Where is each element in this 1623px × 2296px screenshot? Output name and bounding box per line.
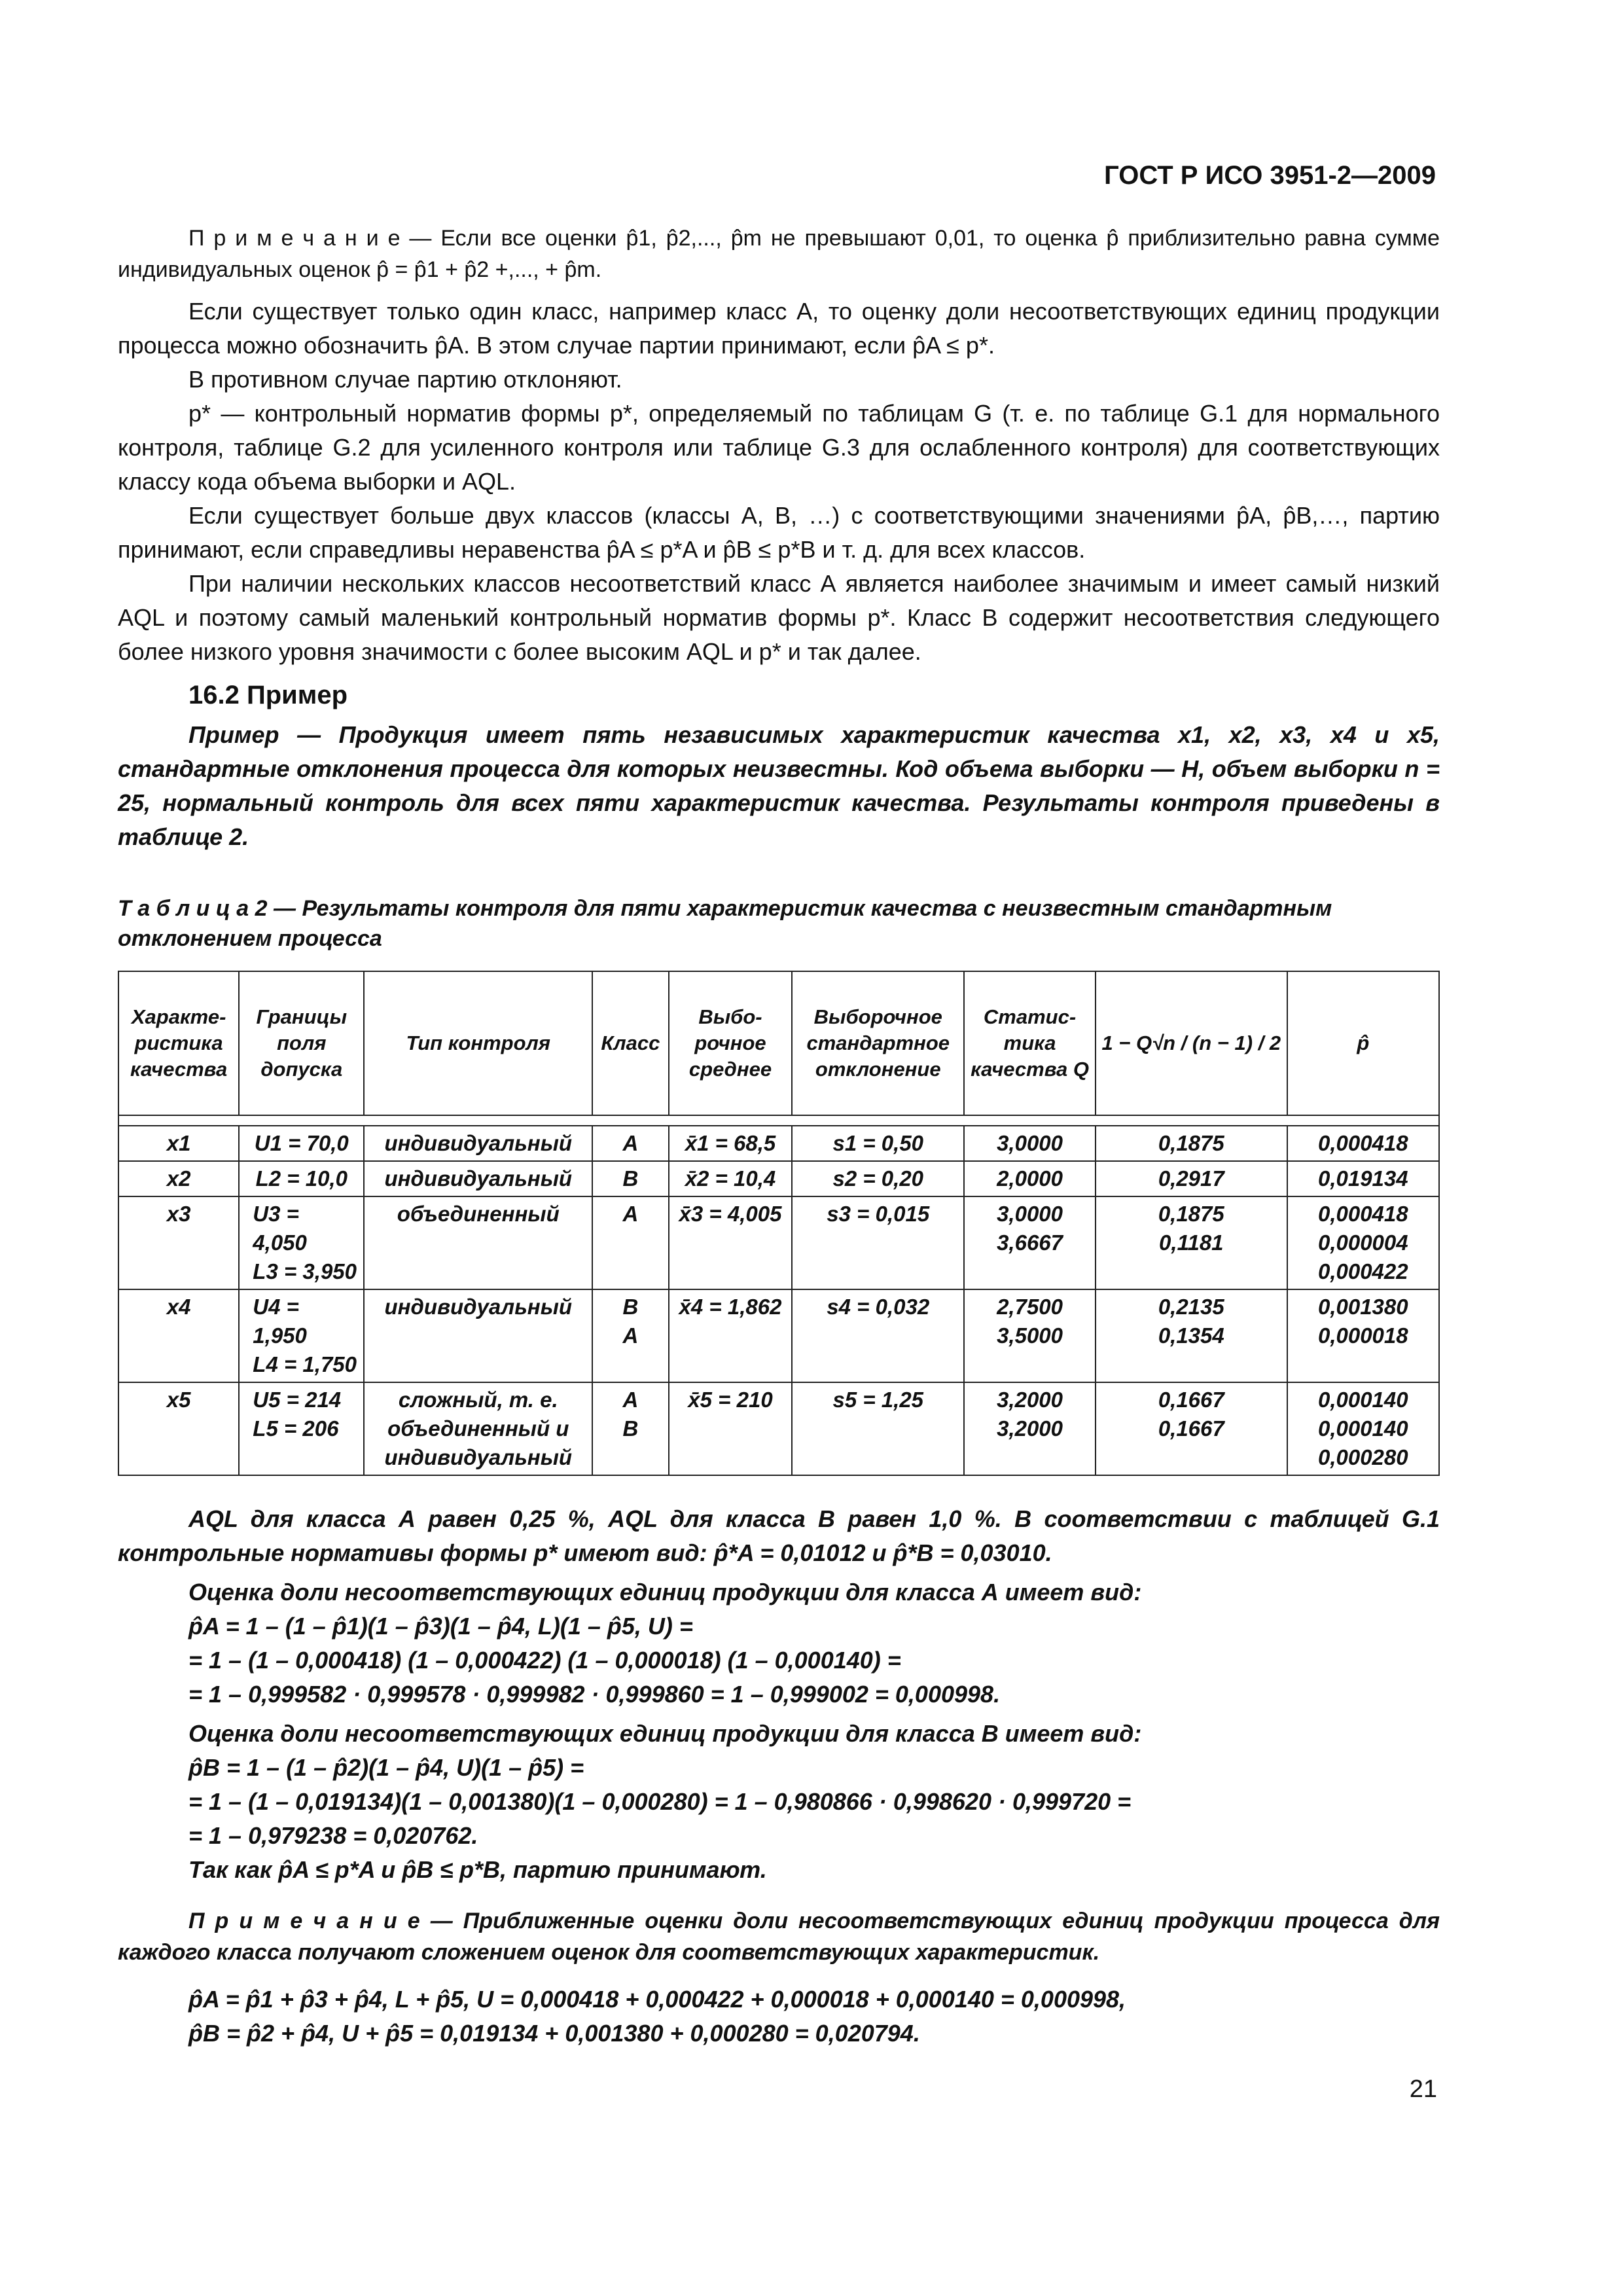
cell-q: 2,0000: [964, 1161, 1096, 1196]
cell-type: индивидуальный: [364, 1126, 592, 1161]
cell-char: x1: [118, 1126, 239, 1161]
cell-limits: U3 = 4,050 L3 = 3,950: [239, 1196, 364, 1289]
table-row: [118, 1161, 1439, 1196]
cell-mean: x̄1 = 68,5: [669, 1126, 793, 1161]
cell-q: 3,0000: [964, 1126, 1096, 1161]
cell-p: 0,000418 0,000004 0,000422: [1287, 1196, 1439, 1289]
cell-q: 2,7500 3,5000: [964, 1289, 1096, 1382]
paragraph-2: В противном случае партию отклоняют.: [188, 366, 622, 393]
document-code: ГОСТ Р ИСО 3951-2—2009: [1104, 161, 1436, 190]
table-row: [118, 1382, 1439, 1475]
col-header-control-type: Тип контроля: [364, 971, 592, 1115]
cell-class: B A: [592, 1289, 668, 1382]
cell-b: 0,2135 0,1354: [1096, 1289, 1287, 1382]
formula-a-2: = 1 – (1 – 0,000418) (1 – 0,000422) (1 – 0,000018) (1 – 0,000140) =: [188, 1647, 901, 1674]
class-a-heading: Оценка доли несоответствующих единиц продукции для класса А имеет вид:: [188, 1579, 1142, 1605]
cell-b: 0,1875: [1096, 1126, 1287, 1161]
class-b-heading: Оценка доли несоответствующих единиц продукции для класса В имеет вид:: [188, 1720, 1142, 1747]
page-content: [118, 223, 1440, 2051]
formula-a-3: = 1 – 0,999582 · 0,999578 · 0,999982 · 0,999860 = 1 – 0,999002 = 0,000998.: [188, 1681, 1001, 1708]
cell-char: x3: [118, 1196, 239, 1289]
col-header-b: 1 − Q√n / (n − 1) / 2: [1096, 971, 1287, 1115]
cell-b: 0,1667 0,1667: [1096, 1382, 1287, 1475]
cell-class: A B: [592, 1382, 668, 1475]
cell-class: A: [592, 1126, 668, 1161]
cell-type: объединенный: [364, 1196, 592, 1289]
cell-mean: x̄5 = 210: [669, 1382, 793, 1475]
cell-limits: U1 = 70,0: [239, 1126, 364, 1161]
paragraph-4: Если существует больше двух классов (классы А, В, …) с соответствующими значениями p̂A, p̂B,…, партию принимают, если справедливы неравенства p̂A ≤ p*A и p̂B ≤ p*B и т. д. для всех классов.: [118, 502, 1440, 563]
cell-mean: x̄4 = 1,862: [669, 1289, 793, 1382]
cell-b: 0,1875 0,1181: [1096, 1196, 1287, 1289]
cell-b: 0,2917: [1096, 1161, 1287, 1196]
cell-sd: s1 = 0,50: [792, 1126, 964, 1161]
cell-p: 0,000418: [1287, 1126, 1439, 1161]
spacer-cell: [118, 1115, 1439, 1126]
col-header-limits: Границы поля допуска: [239, 971, 364, 1115]
cell-class: B: [592, 1161, 668, 1196]
cell-q: 3,0000 3,6667: [964, 1196, 1096, 1289]
paragraph-3: p* — контрольный норматив формы p*, определяемый по таблицам G (т. е. по таблице G.1 для нормального контроля, таблице G.2 для усиленного контроля или таблице G.3 для ослабленного контроля) для соответствующих классу кода объема выборки и AQL.: [118, 400, 1440, 495]
col-header-sd: Выборочное стандартное отклонение: [792, 971, 964, 1115]
formula-b-1: p̂B = 1 – (1 – p̂2)(1 – p̂4, U)(1 – p̂5) =: [188, 1754, 584, 1781]
section-title: 16.2 Пример: [188, 681, 348, 709]
cell-type: сложный, т. е. объединенный и индивидуальный: [364, 1382, 592, 1475]
formula-a-1: p̂A = 1 – (1 – p̂1)(1 – p̂3)(1 – p̂4, L)(1 – p̂5, U) =: [188, 1613, 693, 1640]
table-row: [118, 1196, 1439, 1289]
cell-mean: x̄2 = 10,4: [669, 1161, 793, 1196]
paragraph-1: Если существует только один класс, например класс А, то оценку доли несоответствующих единиц продукции процесса можно обозначить p̂A. В этом случае партии принимают, если p̂A ≤ p*.: [118, 298, 1440, 359]
table-caption: Т а б л и ц а 2 — Результаты контроля для пяти характеристик качества с неизвестным стандартным отклонением процесса: [118, 896, 1332, 951]
results-table: [118, 971, 1440, 1476]
cell-sd: s4 = 0,032: [792, 1289, 964, 1382]
formula-b-3: = 1 – 0,979238 = 0,020762.: [188, 1822, 478, 1849]
cell-sd: s2 = 0,20: [792, 1161, 964, 1196]
formula-approx-a: p̂A = p̂1 + p̂3 + p̂4, L + p̂5, U = 0,000418 + 0,000422 + 0,000018 + 0,000140 = 0,000998,: [188, 1986, 1126, 2013]
cell-limits: U5 = 214 L5 = 206: [239, 1382, 364, 1475]
cell-q: 3,2000 3,2000: [964, 1382, 1096, 1475]
paragraph-5: При наличии нескольких классов несоответствий класс А является наиболее значимым и имеет самый низкий AQL и поэтому самый маленький контрольный норматив формы p*. Класс В содержит несоответствия следующего более низкого уровня значимости с более высоким AQL и p* и так далее.: [118, 570, 1440, 665]
page-number: 21: [1409, 2075, 1437, 2103]
table-row: [118, 1126, 1439, 1161]
cell-mean: x̄3 = 4,005: [669, 1196, 793, 1289]
cell-sd: s3 = 0,015: [792, 1196, 964, 1289]
col-header-q: Статис-тика качества Q: [964, 971, 1096, 1115]
cell-p: 0,019134: [1287, 1161, 1439, 1196]
conclusion: Так как p̂A ≤ p*A и p̂B ≤ p*B, партию принимают.: [188, 1856, 767, 1883]
col-header-class: Класс: [592, 971, 668, 1115]
note-2: П р и м е ч а н и е — Приближенные оценки доли несоответствующих единиц продукции процесса для каждого класса получают сложением оценок для соответствующих характеристик.: [118, 1909, 1440, 1965]
col-header-mean: Выбо-рочное среднее: [669, 971, 793, 1115]
cell-char: x2: [118, 1161, 239, 1196]
col-header-characteristic: Характе-ристика качества: [118, 971, 239, 1115]
col-header-p: p̂: [1287, 971, 1439, 1115]
cell-limits: U4 = 1,950 L4 = 1,750: [239, 1289, 364, 1382]
table-header-row: [118, 971, 1439, 1115]
cell-type: индивидуальный: [364, 1289, 592, 1382]
example-text: Пример — Продукция имеет пять независимых характеристик качества x1, x2, x3, x4 и x5, стандартные отклонения процесса для которых неизвестны. Код объема выборки — Н, объем выборки n = 25, нормальный контроль для всех пяти характеристик качества. Результаты контроля приведены в таблице 2.: [118, 721, 1440, 850]
cell-char: x5: [118, 1382, 239, 1475]
cell-class: A: [592, 1196, 668, 1289]
cell-type: индивидуальный: [364, 1161, 592, 1196]
formula-b-2: = 1 – (1 – 0,019134)(1 – 0,001380)(1 – 0,000280) = 1 – 0,980866 · 0,998620 · 0,999720 =: [188, 1788, 1132, 1815]
cell-limits: L2 = 10,0: [239, 1161, 364, 1196]
note-1: П р и м е ч а н и е — Если все оценки p̂1, p̂2,..., p̂m не превышают 0,01, то оценка p̂ приблизительно равна сумме индивидуальных оценок p̂ = p̂1 + p̂2 +,..., + p̂m.: [118, 226, 1440, 282]
aql-text: AQL для класса А равен 0,25 %, AQL для класса В равен 1,0 %. В соответствии с таблицей G.1 контрольные нормативы формы p* имеют вид: p̂*A = 0,01012 и p̂*B = 0,03010.: [118, 1505, 1440, 1566]
cell-p: 0,000140 0,000140 0,000280: [1287, 1382, 1439, 1475]
table-spacer-row: [118, 1115, 1439, 1126]
cell-sd: s5 = 1,25: [792, 1382, 964, 1475]
formula-approx-b: p̂B = p̂2 + p̂4, U + p̂5 = 0,019134 + 0,001380 + 0,000280 = 0,020794.: [188, 2020, 920, 2047]
cell-p: 0,001380 0,000018: [1287, 1289, 1439, 1382]
table-row: [118, 1289, 1439, 1382]
cell-char: x4: [118, 1289, 239, 1382]
